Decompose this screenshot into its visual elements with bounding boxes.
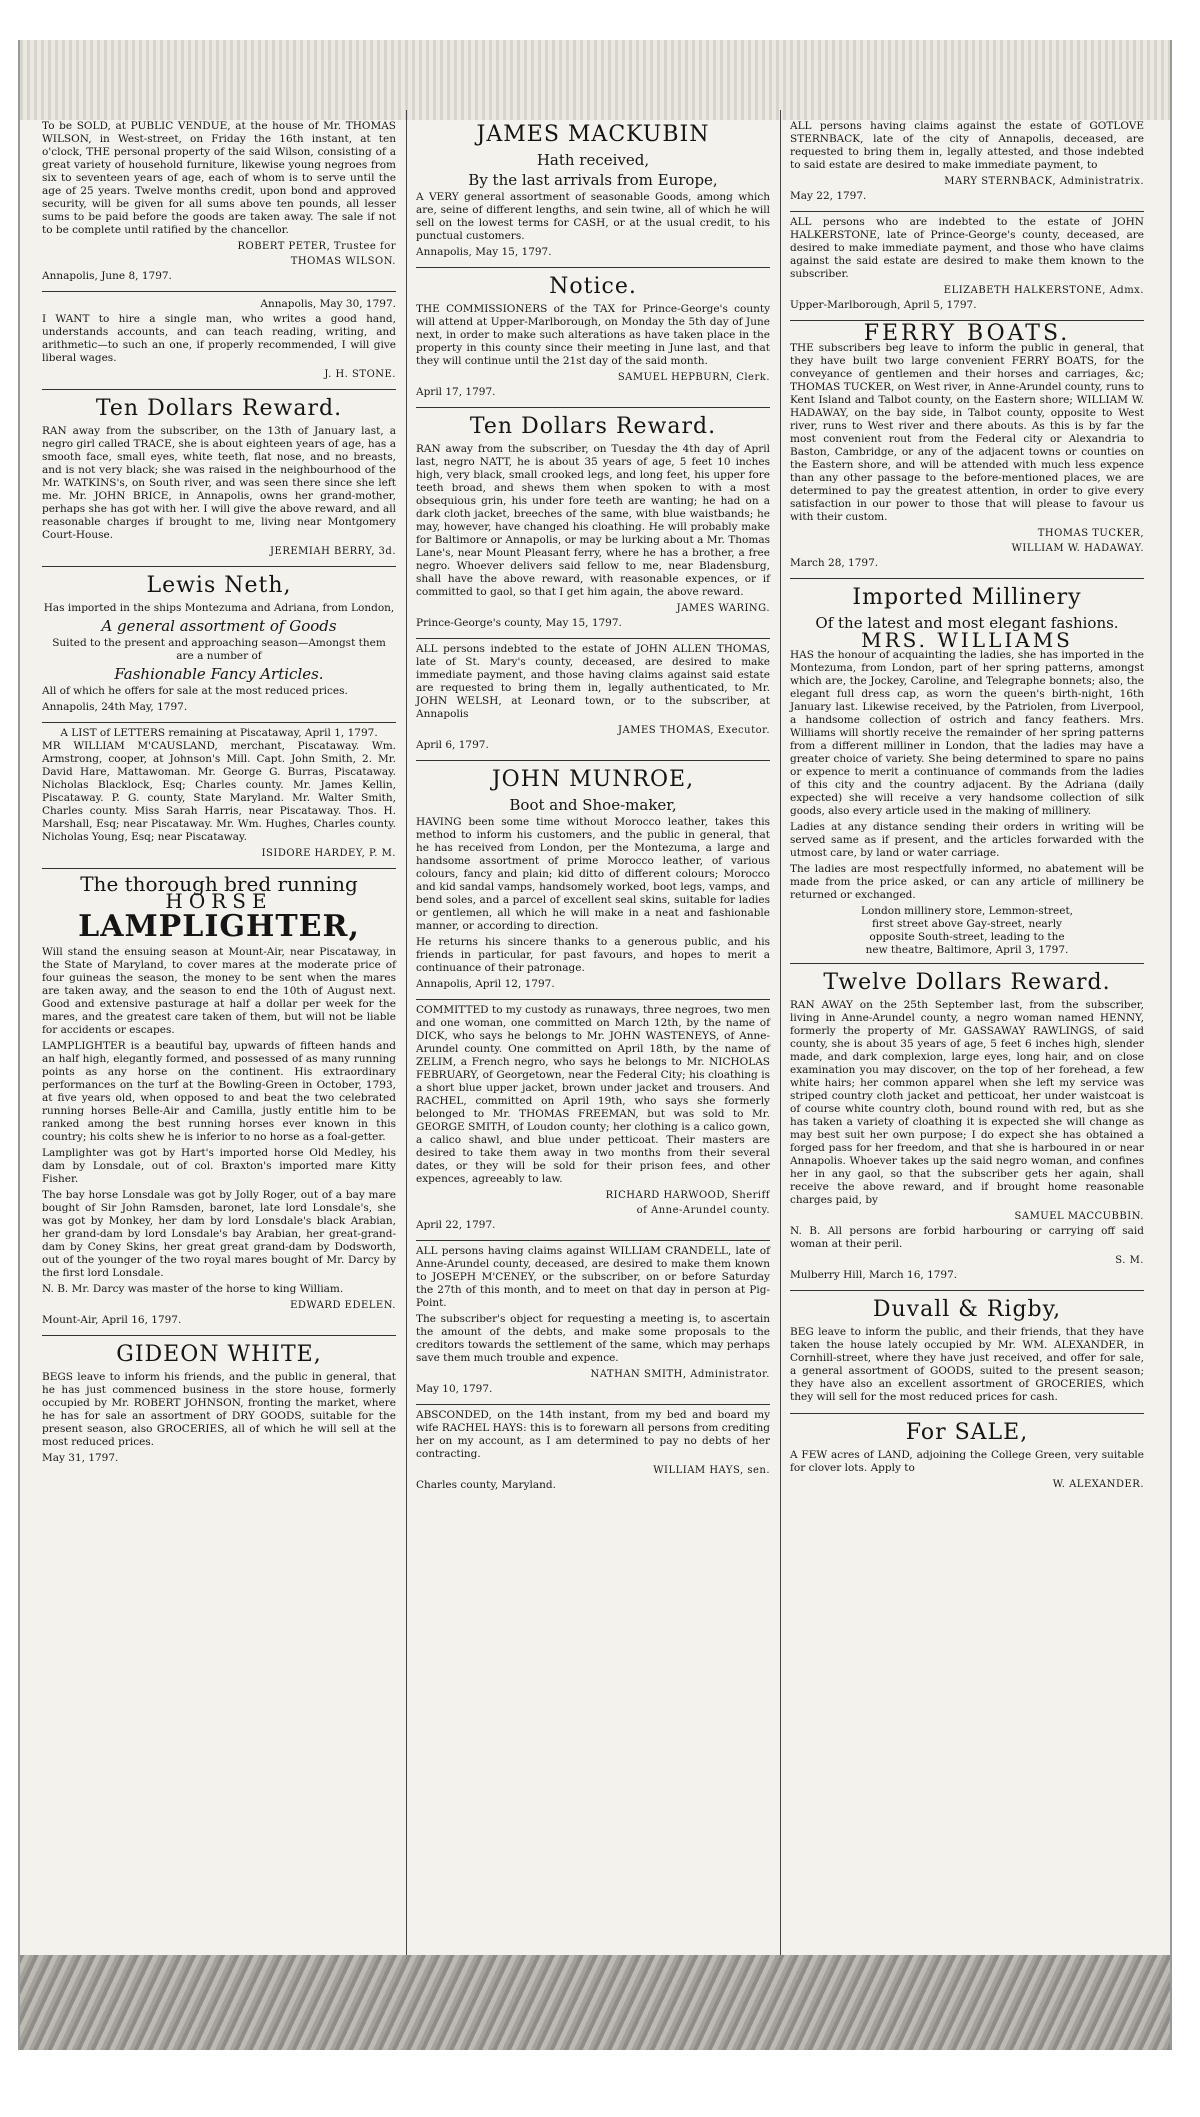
ad-sternback <box>790 116 1144 212</box>
ad-signature: MARY STERNBACK, Administratrix. <box>944 176 1144 187</box>
ad-heading: A LIST of LETTERS remaining at Piscataway, April 1, 1797. <box>60 727 378 739</box>
ad-harwood <box>416 1000 770 1241</box>
ad-signature: ISIDORE HARDEY, P. M. <box>261 848 396 859</box>
ad-halkerstone <box>790 212 1144 321</box>
ad-line: Has imported in the ships Montezuma and Adriana, from London, <box>43 602 395 614</box>
ad-text: ALL persons who are indebted to the estate of JOHN HALKERSTONE, late of Prince-George's county, deceased, are desired to make immediate payment, and those who have claims against the said estate are desired to make them known to the subscriber. <box>790 216 1144 280</box>
ad-title: GIDEON WHITE, <box>116 1342 322 1367</box>
ad-lamplighter <box>42 869 396 1336</box>
ad-text: MR WILLIAM M'CAUSLAND, merchant, Piscataway. Wm. Armstrong, cooper, at Johnson's Mill. Capt. John Smith, 2. Mr. David Hare, Mattawoman. Mr. George G. Burras, Piscataway. Nicholas Blacklock, Esq; Charles county. Mr. James Kellin, Piscataway. P. G. county, State Maryland. Mr. Walter Smith, Charles county. Miss Sarah Harris, near Piscataway. Thos. H. Marshall, Esq; near Piscataway. Mr. Wm. Hughes, Charles county. Nicholas Young, Esq; near Piscataway. <box>42 740 396 843</box>
ad-text: THE subscribers beg leave to inform the public in general, that they have built two large convenient FERRY BOATS, for the conveyance of gentlemen and their horses and carriages, &c; THOMAS TUCKER, on West river, in Anne-Arundel county, runs to Kent Island and Talbot county, on the Eastern shore; WILLIAM W. HADAWAY, on the bay side, in Talbot county, opposite to West river, runs to West river and there abouts. As this is by far the most convenient rout from the Federal city or Alexandria to Baston, Cambridge, or any of the adjacent towns or counties on the Eastern shore, and will be attended with much less expence than any other passage to the before-mentioned places, we are determined to pay the greatest attention, in order to give every satisfaction in our power to those that will please to favour us with their custom. <box>790 342 1144 523</box>
ad-title: Notice. <box>549 274 637 299</box>
ad-title: Imported Millinery <box>852 585 1082 610</box>
ad-date: May 31, 1797. <box>42 1452 119 1464</box>
ad-signature: RICHARD HARWOOD, Sheriff <box>605 1190 770 1201</box>
ad-text: Will stand the ensuing season at Mount-Air, near Piscataway, in the State of Maryland, to cover mares at the moderate price of four guineas the season, the money to be sent when the mares are taken away, and the season to end the 10th of August next. Good and extensive pasturage at half a dollar per week for the mares, and the greatest care taken of them, but will not be liable for accidents or escapes. <box>42 946 396 1036</box>
ad-signature: W. ALEXANDER. <box>1052 1479 1144 1490</box>
ad-text: The bay horse Lonsdale was got by Jolly Roger, out of a bay mare bought of Sir John Ramsden, baronet, late lord Lonsdale's, she was got by Monkey, her dam by lord Lonsdale's black Arabian, her grand-dam by lord Lonsdale's bay Arabian, her great-grand-dam by Coney Skins, her great great grand-dam by Dodsworth, out of the younger of the two royal mares bought of Mr. Darcy by the first lord Lonsdale. <box>42 1189 396 1279</box>
ad-signature: EDWARD EDELEN. <box>290 1300 396 1311</box>
ad-signature: JAMES THOMAS, Executor. <box>618 725 770 736</box>
ad-line: The thorough bred running <box>80 872 358 896</box>
ad-signature: J. H. STONE. <box>324 369 396 380</box>
ad-line: Fashionable Fancy Articles. <box>114 665 324 683</box>
ad-signature: THOMAS WILSON. <box>290 256 396 267</box>
ad-line: A general assortment of Goods <box>101 617 337 635</box>
ad-text: A FEW acres of LAND, adjoining the College Green, very suitable for clover lots. Apply to <box>790 1449 1144 1474</box>
ad-text: N. B. Mr. Darcy was master of the horse to king William. <box>42 1283 344 1295</box>
ad-line: Suited to the present and approaching season—Amongst them are a number of <box>52 637 386 662</box>
ad-text: HAVING been some time without Morocco leather, takes this method to inform his customers, and the public in general, that he has received from London, per the Montezuma, a large and handsome assortment of prime Morocco leather, of various colours, fancy and plain; kid ditto of different colours; Morocco and kid sandal vamps, handsomely worked, boot legs, vamps, and bend soles, and a parcel of excellent seal skins, suitable for ladies or gentlemen, all which he will make in a neat and fashionable manner, or according to direction. <box>416 816 770 932</box>
ad-stone <box>42 292 396 390</box>
ad-signature: ELIZABETH HALKERSTONE, Admx. <box>943 285 1144 296</box>
ad-signature: SAMUEL HEPBURN, Clerk. <box>617 372 770 383</box>
ad-hays <box>416 1405 770 1500</box>
ad-note: N. B. All persons are forbid harbouring or carrying off said woman at their peril. <box>790 1225 1144 1250</box>
ad-thomas-estate <box>416 639 770 761</box>
ad-subtitle: Hath received, <box>536 151 650 169</box>
ad-date: Annapolis, April 12, 1797. <box>416 978 555 990</box>
ad-date: May 10, 1797. <box>416 1383 493 1395</box>
ad-text: Ladies at any distance sending their orders in writing will be served same as if present, and the articles forwarded with the utmost care, by land or water carriage. <box>790 821 1144 859</box>
ad-date: Mount-Air, April 16, 1797. <box>42 1314 182 1326</box>
ad-signature: JEREMIAH BERRY, 3d. <box>270 546 396 557</box>
ad-date: April 6, 1797. <box>416 739 489 751</box>
ad-text: I WANT to hire a single man, who writes a good hand, understands accounts, and can teach reading, writing, and arithmetic—to such an one, if properly recommended, I will give liberal wages. <box>42 313 396 364</box>
ad-address: opposite South-street, leading to the <box>869 931 1065 943</box>
ad-signature: of Anne-Arundel county. <box>636 1205 770 1216</box>
ad-text: THE COMMISSIONERS of the TAX for Prince-George's county will attend at Upper-Marlborough, on Monday the 5th day of June next, in order to make such alterations as have taken place in the property in this county since their meeting in June last, and that they will continue until the 21st day of the said month. <box>416 303 770 367</box>
ad-for-sale <box>790 1414 1144 1499</box>
ad-text: He returns his sincere thanks to a generous public, and his friends in particular, for past favours, and hopes to merit a continuance of their patronage. <box>416 936 770 974</box>
ad-date: Upper-Marlborough, April 5, 1797. <box>790 299 977 311</box>
ad-text: To be SOLD, at PUBLIC VENDUE, at the house of Mr. THOMAS WILSON, in West-street, on Friday the 16th instant, at ten o'clock, THE personal property of the said Wilson, consisting of a great variety of household furniture, likewise young negroes from six to seventeen years of age, each of whom is to serve until the age of 25 years. Twelve months credit, upon bond and approved security, will be given for all sums above ten pounds, all lesser sums to be paid before the goods are taken away. The sale if not to be complete until ratified by the chancellor. <box>42 120 396 236</box>
ad-reward-waring <box>416 408 770 639</box>
ad-text: ALL persons having claims against the estate of GOTLOVE STERNBACK, late of the city of Annapolis, deceased, are requested to bring them in, legally attested, and those indebted to said estate are desired to make immediate payment, to <box>790 120 1144 171</box>
ad-signature: WILLIAM W. HADAWAY. <box>1011 543 1144 554</box>
ad-subtitle: By the last arrivals from Europe, <box>468 171 718 189</box>
ad-text: RAN AWAY on the 25th September last, from the subscriber, living in Anne-Arundel county, a negro woman named HENNY, formerly the property of Mr. GASSAWAY RAWLINGS, of said county, she is about 35 years of age, 5 feet 6 inches high, slender made, and dark complexion, large eyes, long hair, and on close examination you may discover, on the top of her forehead, a few white hairs; her common apparel when she left my service was striped country cloth jacket and petticoat, her under waistcoat is of course white country cloth, bound round with red, but as she has taken a variety of cloathing it is expected she will change as may best suit her own purpose; I do expect she has obtained a forged pass for her freedom, and that she is harboured in or near Annapolis. Whoever takes up the said negro woman, and confines her in any gaol, so that the subscriber gets her again, shall receive the above reward, and if brought home reasonable charges paid, by <box>790 999 1144 1206</box>
ad-address: new theatre, Baltimore, April 3, 1797. <box>865 944 1069 956</box>
ad-text: ALL persons indebted to the estate of JOHN ALLEN THOMAS, late of St. Mary's county, deceased, are desired to make immediate payment, and those having claims against said estate are requested to bring them in, legally authenticated, to Mr. JOHN WELSH, at Leonard town, or to the subscriber, at Annapolis <box>416 643 770 720</box>
ad-title: FERRY BOATS. <box>863 321 1071 346</box>
ad-title: Twelve Dollars Reward. <box>823 970 1111 995</box>
ad-title: JAMES MACKUBIN <box>476 122 710 147</box>
ad-title: Duvall & Rigby, <box>872 1297 1062 1322</box>
ad-signature: ROBERT PETER, Trustee for <box>237 241 396 252</box>
ad-mackubin <box>416 116 770 268</box>
ad-date: March 28, 1797. <box>790 557 879 569</box>
ad-ferry-boats <box>790 321 1144 579</box>
column-middle <box>416 116 770 1500</box>
ad-text: ABSCONDED, on the 14th instant, from my bed and board my wife RACHEL HAYS: this is to forewarn all persons from crediting her on my account, as I am determined to pay no debts of her contracting. <box>416 1409 770 1460</box>
ad-date: Annapolis, May 15, 1797. <box>416 246 552 258</box>
ad-signature: JAMES WARING. <box>676 603 770 614</box>
ad-line: HORSE <box>165 889 273 913</box>
ad-signature: SAMUEL MACCUBBIN. <box>1014 1211 1144 1222</box>
ad-title: Lewis Neth, <box>146 573 292 598</box>
ad-gideon-white <box>42 1336 396 1473</box>
ad-millinery <box>790 579 1144 964</box>
ad-signature: WILLIAM HAYS, sen. <box>653 1465 770 1476</box>
ad-title: JOHN MUNROE, <box>491 767 695 792</box>
ad-title: Ten Dollars Reward. <box>469 414 717 439</box>
newspaper-page <box>18 40 1172 2050</box>
ad-title: LAMPLIGHTER, <box>78 909 360 944</box>
ad-date: May 22, 1797. <box>790 190 867 202</box>
column-right <box>790 116 1144 1499</box>
ad-lewis-neth <box>42 567 396 723</box>
ad-munroe <box>416 761 770 1000</box>
column-left <box>42 116 396 1473</box>
ad-text: LAMPLIGHTER is a beautiful bay, upwards of fifteen hands and an half high, elegantly formed, and possessed of as many running points as any horse on the continent. His extraordinary performances on the turf at the Bowling-Green in October, 1793, at five years old, when opposed to and beat the two celebrated running horses Belle-Air and Camilla, justly entitle him to be ranked among the best running horses ever known in this country; his colts shew he is inferior to no horse as a foal-getter. <box>42 1040 396 1143</box>
ad-text: HAS the honour of acquainting the ladies, she has imported in the Montezuma, from London, part of her spring patterns, amongst which are, the Jockey, Caroline, and Telegraphe bonnets; also, the elegant full dress cap, as worn the queen's birth-night, 16th January last. Likewise received, by the Patriolen, from Liverpool, a handsome collection of ostrich and fancy feathers. Mrs. Williams will shortly receive the remainder of her spring patterns from a different milliner in London, that the ladies may have a greater choice of variety. She being determined to spare no pains or expence to merit a continuance of commands from the ladies of this city and the country adjacent. By the Adriana (daily expected) she will receive a very handsome collection of silk goods, also every article used in the making of millinery. <box>790 649 1144 817</box>
ad-name: MRS. WILLIAMS <box>861 628 1073 652</box>
ad-text: BEGS leave to inform his friends, and the public in general, that he has just commenced business in the store house, formerly occupied by Mr. ROBERT JOHNSON, fronting the market, where he has for sale an assortment of DRY GOODS, suitable for the present season, also GROCERIES, all of which he will sell at the most reduced prices. <box>42 1371 396 1448</box>
ad-date: Annapolis, June 8, 1797. <box>42 270 172 282</box>
ad-date: Annapolis, 24th May, 1797. <box>42 701 188 713</box>
ad-text: A VERY general assortment of seasonable Goods, among which are, seine of different lengths, and sein twine, all of which he will sell on the lowest terms for CASH, or at the usual credit, to his punctual customers. <box>416 191 770 242</box>
ad-date: Prince-George's county, May 15, 1797. <box>416 617 622 629</box>
ad-text: The subscriber's object for requesting a meeting is, to ascertain the amount of the debts, and make some proposals to the creditors towards the settlement of the same, which may perhaps save them much trouble and expence. <box>416 1313 770 1364</box>
ad-text: ALL persons having claims against WILLIAM CRANDELL, late of Anne-Arundel county, deceased, are desired to make them known to JOSEPH M'CENEY, or the subscriber, on or before Saturday the 27th of this month, and to meet on that day in person at Pig-Point. <box>416 1245 770 1309</box>
ad-text: RAN away from the subscriber, on the 13th of January last, a negro girl called TRACE, she is about eighteen years of age, has a smooth face, small eyes, white teeth, flat nose, and no breasts, and is not very black; she was raised in the neighbourhood of the Mr. WATKINS's, on South river, and was seen there since she left me. Mr. JOHN BRICE, in Annapolis, owns her grand-mother, perhaps she has got with her. I will give the above reward, and all reasonable charges if brought to me, living near Montgomery Court-House. <box>42 425 396 541</box>
ad-date: April 17, 1797. <box>416 386 496 398</box>
ad-twelve-dollars <box>790 964 1144 1291</box>
ad-date: Charles county, Maryland. <box>416 1479 556 1491</box>
ad-signature: THOMAS TUCKER, <box>1037 528 1144 539</box>
ad-initials: S. M. <box>1115 1255 1144 1266</box>
ad-title: For SALE, <box>905 1420 1029 1445</box>
ad-duvall-rigby <box>790 1291 1144 1414</box>
ad-public-vendue <box>42 116 396 292</box>
ad-title: Ten Dollars Reward. <box>95 396 343 421</box>
ad-text: COMMITTED to my custody as runaways, three negroes, two men and one woman, one committed on March 12th, by the name of DICK, who says he belongs to Mr. JOHN WASTENEYS, of Anne-Arundel county. One committed on April 18th, by the name of ZELIM, a French negro, who says he belongs to Mr. NICHOLAS FEBRUARY, of Georgetown, near the Federal City; his cloathing is a short blue upper jacket, brown under jacket and trousers. And RACHEL, committed on April 19th, who says she formerly belonged to Mr. THOMAS FREEMAN, but was sold to Mr. GEORGE SMITH, of Loudon county; her clothing is a calico gown, a calico shawl, and blue under petticoat. Their masters are desired to take them away in two months from their several dates, or they will be sold for their prison fees, and other expences, agreeably to law. <box>416 1004 770 1185</box>
ad-date: Annapolis, May 30, 1797. <box>260 298 396 310</box>
ad-text: Lamplighter was got by Hart's imported horse Old Medley, his dam by Lonsdale, out of col. Braxton's imported mare Kitty Fisher. <box>42 1147 396 1185</box>
ad-crandell <box>416 1241 770 1405</box>
column-rule <box>780 110 781 2010</box>
ad-text: RAN away from the subscriber, on Tuesday the 4th day of April last, negro NATT, he is about 35 years of age, 5 feet 10 inches high, very black, small crooked legs, and long feet, his upper fore teeth broad, and shews them when spoken to with a most obsequious grin, his under fore teeth are wanting; he had on a dark cloth jacket, breeches of the same, with blue waistbands; he may, however, have changed his cloathing. He will probably make for Baltimore or Annapolis, or may be lurking about a Mr. Thomas Lane's, near Mount Pleasant ferry, where he has a brother, a free negro. Whoever delivers said fellow to me, near Bladensburg, shall have the above reward, with reasonable expences, or if committed to gaol, so that I get him again, the above reward. <box>416 443 770 598</box>
ad-date: Mulberry Hill, March 16, 1797. <box>790 1269 958 1281</box>
ad-text: The ladies are most respectfully informed, no abatement will be made from the price asked, or can any article of millinery be returned or exchanged. <box>790 863 1144 901</box>
ad-subtitle: Of the latest and most elegant fashions. <box>815 614 1119 632</box>
ad-text: BEG leave to inform the public, and their friends, that they have taken the house lately occupied by Mr. WM. ALEXANDER, in Cornhill-street, where they have just received, and offer for sale, a general assortment of GOODS, suited to the present season; they have also an excellent assortment of GROCERIES, which they will sell for the most reduced prices for cash. <box>790 1326 1144 1403</box>
ad-address: first street above Gay-street, nearly <box>872 918 1062 930</box>
ad-reward-berry <box>42 390 396 567</box>
scan-noise-top <box>20 40 1170 120</box>
ad-date: April 22, 1797. <box>416 1219 496 1231</box>
ad-signature: NATHAN SMITH, Administrator. <box>590 1369 770 1380</box>
ad-notice <box>416 268 770 408</box>
ad-letter-list <box>42 723 396 869</box>
scan-noise-bottom <box>20 1955 1170 2050</box>
ad-address: London millinery store, Lemmon-street, <box>860 905 1074 917</box>
ad-subtitle: Boot and Shoe-maker, <box>509 796 677 814</box>
column-rule <box>406 110 407 2010</box>
ad-line: All of which he offers for sale at the most reduced prices. <box>42 685 348 697</box>
